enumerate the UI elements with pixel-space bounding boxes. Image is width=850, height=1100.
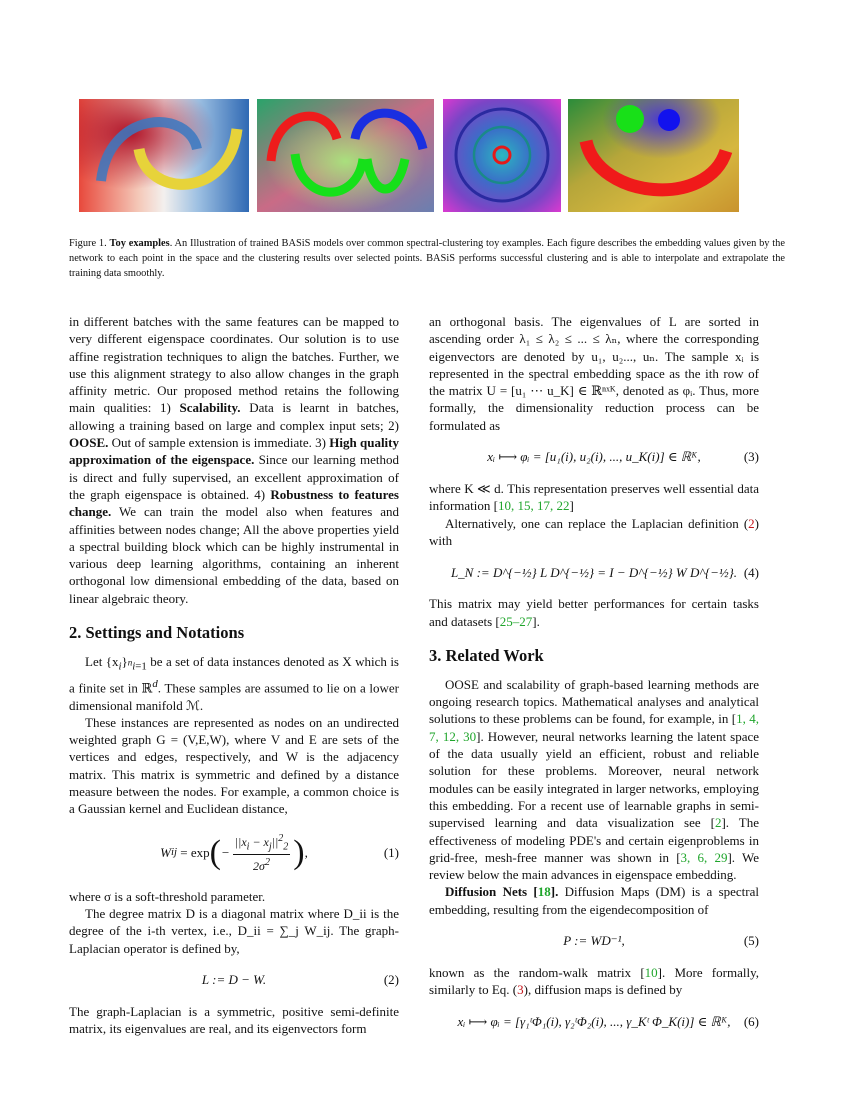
diffusion-nets-paragraph: Diffusion Nets [18]. Diffusion Maps (DM) is a spectral embedding, resulting from the eigendecomposition of (429, 884, 760, 917)
equation-1: W ij = exp ( − $\frac{||x_i - x_j||^2_2}{2\sigma^2}$ ) , (1) (160, 832, 399, 874)
citation-link[interactable]: 18 (537, 884, 551, 900)
settings-paragraph-1: Let $\{x_i\}_{^ni=1}$ be a set of data instances denoted as X which is a finite set in ℝ$^d$. These samples are assumed to lie on a lower dimensional manifold ℳ. (69, 654, 399, 713)
equation-ref-link[interactable]: 2 (748, 515, 755, 531)
representation-paragraph: where K ≪ d. This representation preserves well essential data information [10, 15, 17, 22] (429, 481, 759, 514)
laplacian-paragraph: The graph-Laplacian is a symmetric, positive semi-definite matrix, its eigenvalues are real, and its eigenvectors form (69, 1003, 399, 1037)
citation-link[interactable]: 2 (714, 815, 722, 831)
equation-4: L_N := D^{−½} L D^{−½} = I − D^{−½} W D^{−½}. (4) (450, 564, 759, 580)
figure-panel-blobs-moon (568, 99, 739, 212)
caption-label: Figure 1. (69, 238, 107, 249)
equation-2: L := D − W. (2) (201, 972, 399, 988)
sigma-paragraph: where σ is a soft-threshold parameter. (69, 888, 266, 904)
citation-link[interactable]: 1, 4, 7, 12, 30 (429, 711, 759, 744)
alternative-paragraph: Alternatively, one can replace the Laplacian definition (2) with (429, 515, 759, 548)
section-heading-settings: 2. Settings and Notations (69, 623, 245, 643)
figure-panel-moons-heatmap (79, 99, 249, 212)
random-walk-paragraph: known as the random-walk matrix [10]. More formally, similarly to Eq. (3), diffusion maps is defined by (429, 965, 759, 998)
figure-caption (69, 236, 785, 281)
right-column (429, 313, 759, 1045)
citation-link[interactable]: 25–27 (499, 613, 533, 629)
figure-panel-circles (443, 99, 561, 212)
settings-paragraph-2: These instances are represented as nodes on an undirected weighted graph G = (V,E,W), where V and E are sets of the vertices and edges, respectively, and W is the adjacency matrix. This matrix is symmetric and defined by a distance measure between the nodes. For example, a common choice is a Gaussian kernel and Euclidean distance, (69, 714, 399, 817)
related-work-paragraph: OOSE and scalability of graph-based learning methods are ongoing research topics. Mathematical analyses and analytical solutions to these problems can be found, for example, in [1, 4, 7, 12, 30]. However, neural networks learning the latent space of the data usually yield an efficient, robust and reliable solution for these problems. Moreover, neural network modules can be easily integrated in larger networks, employing this embedding. For a recent use of learnable graphs in semi-supervised learning and data visualization see [2]. The effectiveness of modeling PDE's and certain eigenproblems in grid-free, mesh-free manner was shown in [3, 6, 29]. We review below the main advances in eigenspace embedding. (429, 676, 760, 883)
equation-3: xᵢ ⟼ φᵢ = [u₁(i), u₂(i), ..., u_K(i)] ∈ ℝᴷ, (3) (487, 449, 759, 465)
section-heading-related-work: 3. Related Work (429, 645, 544, 665)
figure-panel-moons-rgb (257, 99, 434, 212)
left-column (69, 313, 399, 1037)
equation-ref-link[interactable]: 3 (517, 982, 524, 998)
equation-6: xᵢ ⟼ φᵢ = [γ₁ᵗΦ₁(i), γ₂ᵗΦ₂(i), ..., γ_Kᵗ Φ_K(i)] ∈ ℝᴷ, (6) (457, 1013, 759, 1029)
equation-5: P := WD⁻¹, (5) (563, 933, 759, 949)
citation-link[interactable]: 3, 6, 29 (680, 849, 728, 865)
caption-title: Toy examples (109, 238, 170, 249)
caption-text: . An Illustration of trained BASiS models over common spectral-clustering toy examples. Each figure describes the embedding values given by the network to each point in the space and the clustering results over selected points. BASiS performs successful clustering and is able to interpolate and extrapolate the training data smoothly. (69, 238, 785, 279)
eigen-paragraph: an orthogonal basis. The eigenvalues of L are sorted in ascending order λ₁ ≤ λ₂ ≤ ... ≤ λₙ, where the corresponding eigenvectors are denoted by u₁, u₂..., uₙ. The sample xᵢ is represented in the spectral embedding space as the ith row of the matrix U = [u₁ ⋯ u_K] ∈ ℝⁿˣᴷ, denoted as φᵢ. Thus, more formally, the dimensionality reduction process can be formulated as (429, 314, 759, 433)
degree-paragraph: The degree matrix D is a diagonal matrix where D_ii is the degree of the i-th vertex, i.e., D_ii = ∑_j W_ij. The graph-Laplacian operator is defined by, (69, 905, 399, 956)
citation-link[interactable]: 10 (644, 965, 658, 981)
performance-paragraph: This matrix may yield better performances for certain tasks and datasets [25–27]. (429, 596, 759, 629)
citation-link[interactable]: 10, 15, 17, 22 (497, 498, 570, 514)
intro-paragraph: in different batches with the same features can be mapped to very different eigenspace coordinates. Our solution is to use affine registration techniques to align the batches. Further, we use this alignment strategy to also allow changes in the graph affinity metric. Our proposed method retains the following main qualities: 1) Scalability. Data is learnt in batches, allowing a training based on large and complex input sets; 2) OOSE. Out of sample extension is immediate. 3) High quality approximation of the eigenspace. Since our learning method is direct and fully supervised, an excellent approximation of the graph eigenspace is obtained. 4) Robustness to features change. We can train the model also when features and affinities between nodes change; All the above properties yield a spectral building block which can be highly instrumental in various deep learning algorithms, containing an inherent orthogonal low dimensional embedding of the data, based on linear algebraic theory. (69, 314, 400, 606)
